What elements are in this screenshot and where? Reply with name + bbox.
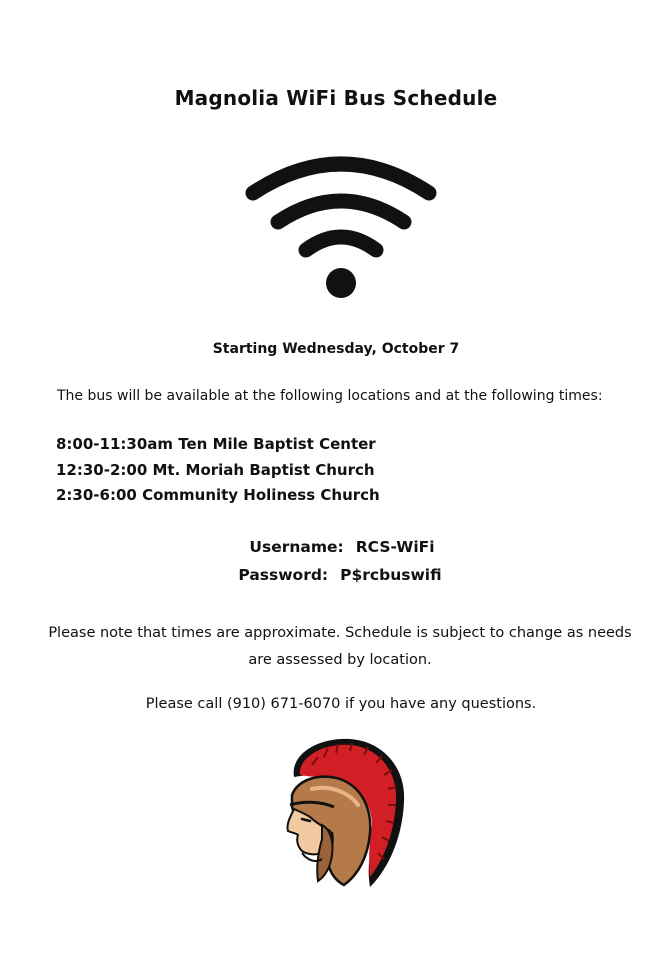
spartan-helmet-logo (272, 735, 412, 895)
schedule-note: Please note that times are approximate. Schedule is subject to change as needs are assessed by location. (48, 625, 632, 668)
username-line (6, 538, 672, 556)
start-date: Starting Wednesday, October 7 (212, 341, 460, 357)
password-value: P$rcbuswifi (340, 566, 442, 584)
username-value: RCS-WiFi (355, 538, 435, 556)
username-label: Username: (249, 538, 344, 556)
schedule-item: 12:30-2:00 Mt. Moriah Baptist Church (56, 460, 375, 479)
intro-text: The bus will be available at the following locations and at the following times: (57, 388, 603, 404)
schedule-item: 2:30-6:00 Community Holiness Church (56, 486, 380, 504)
schedule-item: 8:00-11:30am Ten Mile Baptist Center (56, 435, 376, 453)
password-line (4, 566, 672, 584)
page-title: Magnolia WiFi Bus Schedule (174, 86, 498, 110)
contact-text: Please call (910) 671-6070 if you have any questions. (145, 696, 537, 712)
password-label: Password: (238, 566, 329, 584)
schedule-list (56, 432, 616, 509)
wifi-icon (236, 152, 446, 302)
